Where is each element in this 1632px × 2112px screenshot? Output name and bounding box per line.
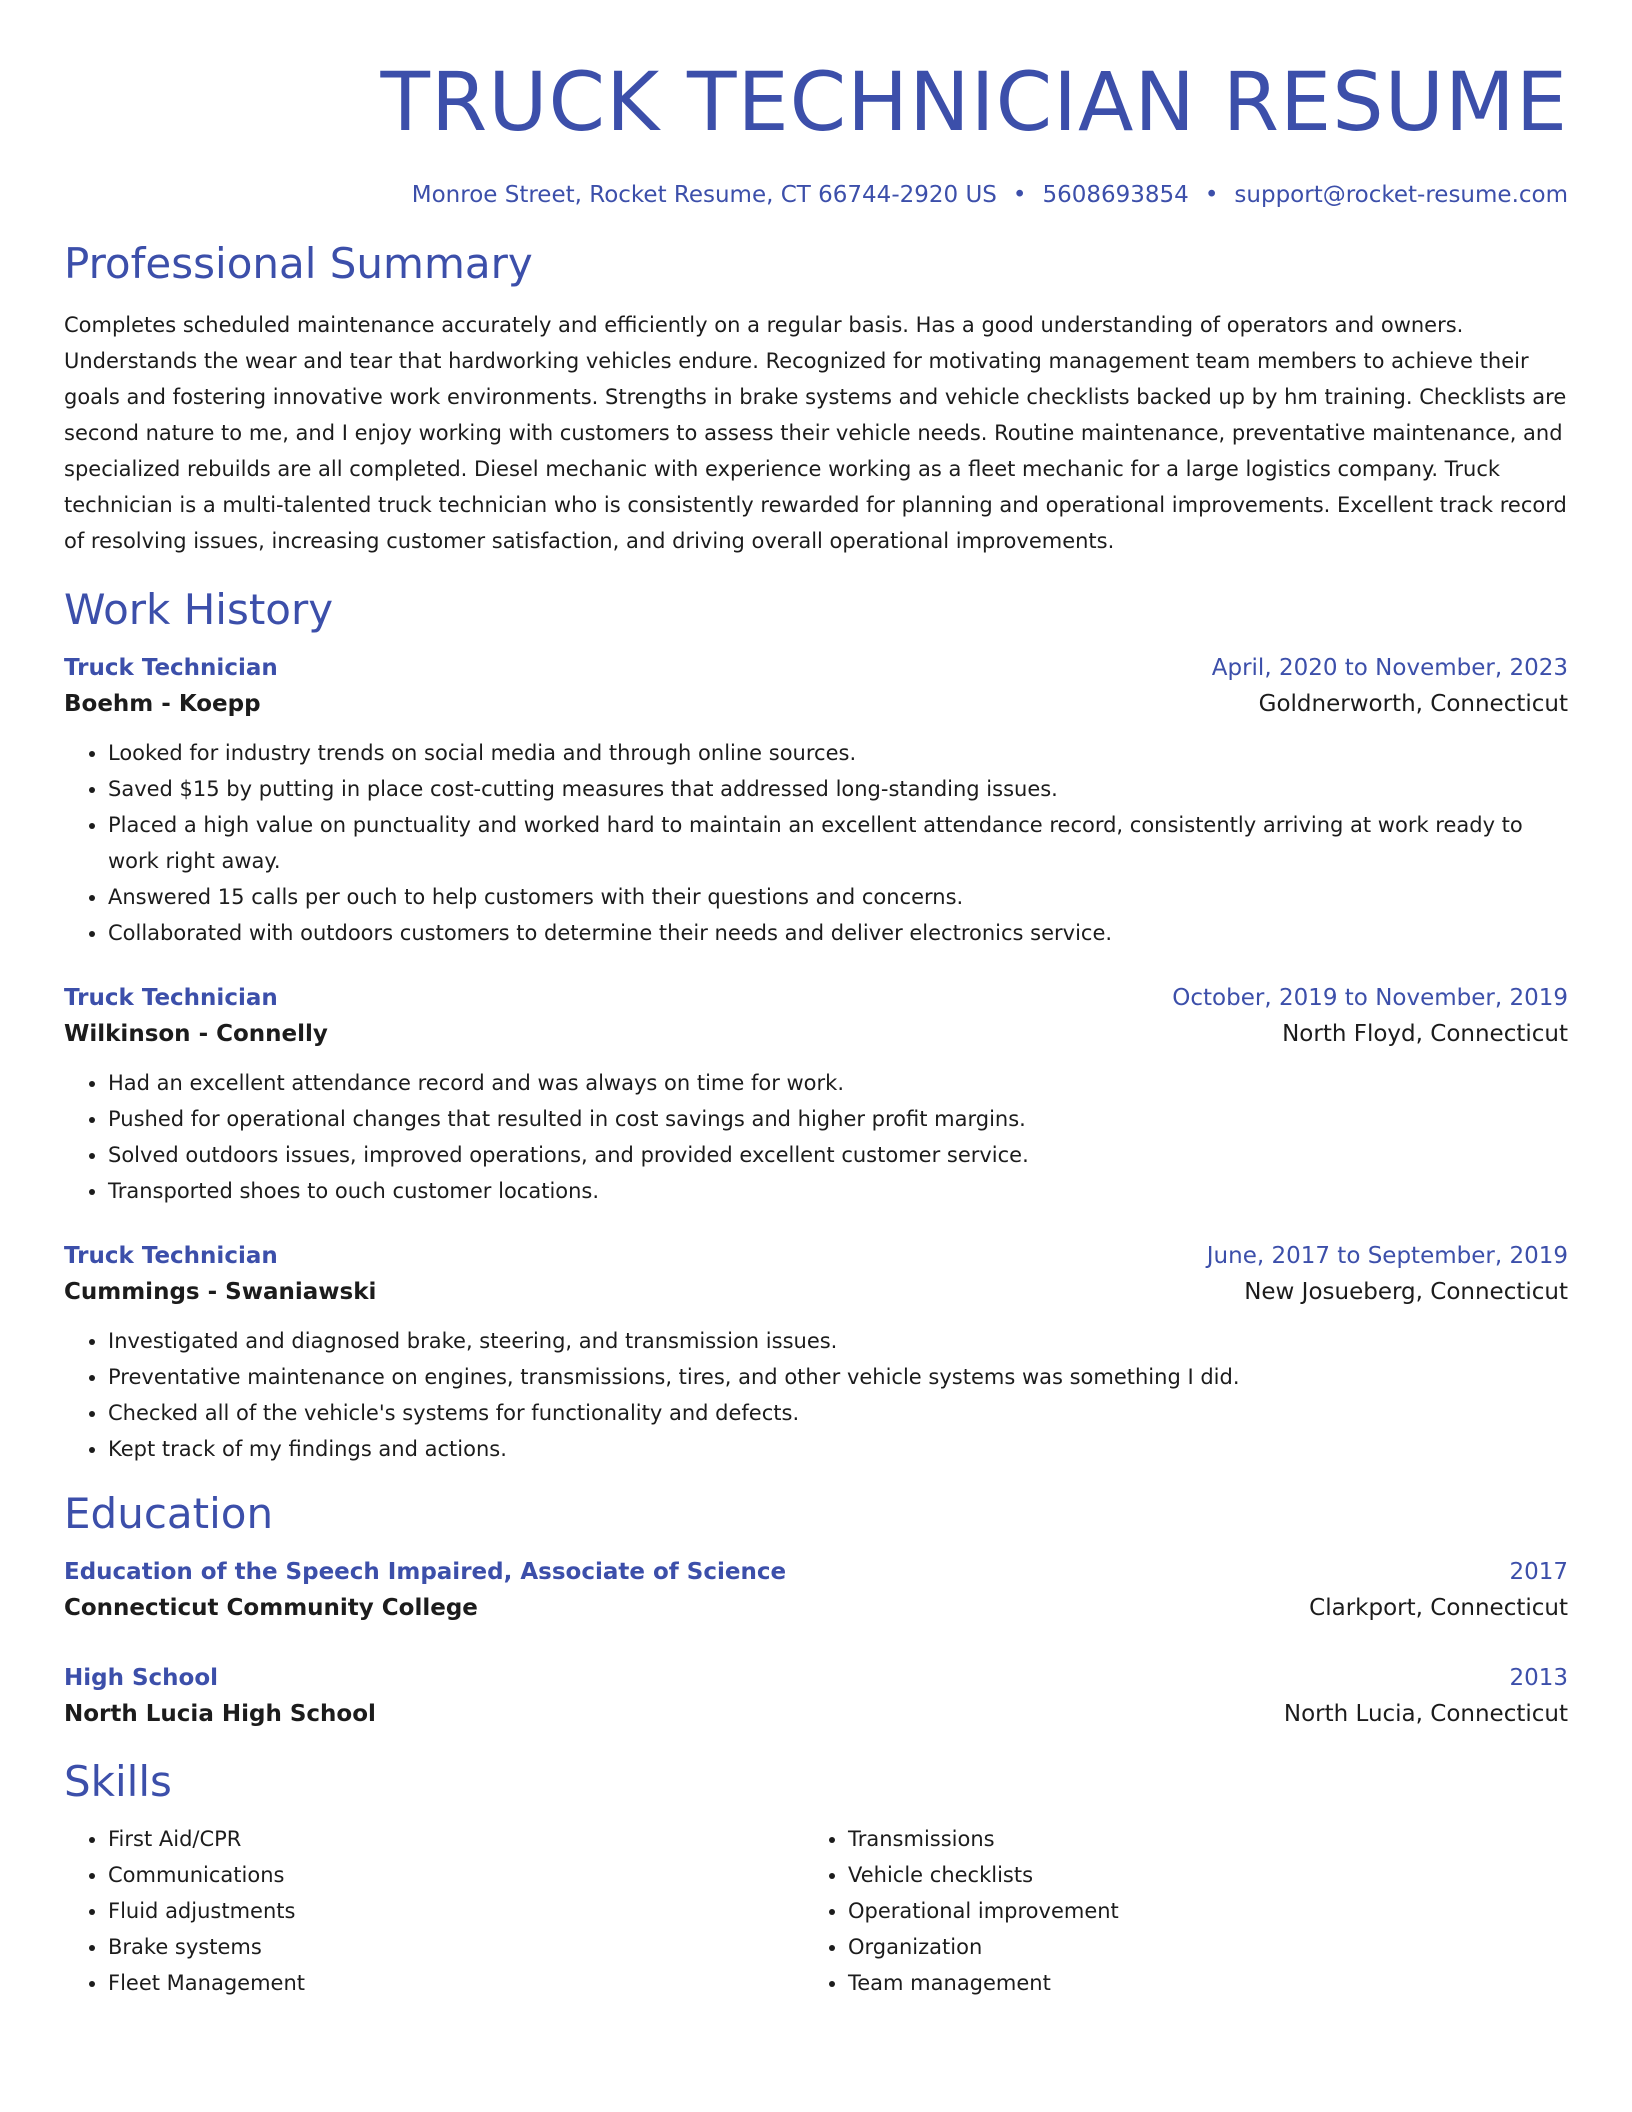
skill-item: • Operational improvement [848,1893,1544,1929]
job-title: Truck Technician [64,985,278,1011]
education-year: 2017 [1509,1559,1568,1585]
education-section [64,1489,1568,1733]
skill-item: • Organization [848,1929,1544,1965]
skills-list-right [804,1821,1544,2001]
skill-item: • Team management [848,1965,1544,2001]
skills-grid [64,1821,1568,2001]
education-school: Connecticut Community College [64,1595,478,1621]
contact-email[interactable]: support@rocket-resume.com [1234,182,1568,208]
work-history-heading: Work History [64,585,334,634]
education-degree: High School [64,1665,219,1691]
education-location: North Lucia, Connecticut [1283,1701,1568,1727]
job-duty: • Looked for industry trends on social media and through online sources. [108,735,1568,771]
skill-item: • First Aid/CPR [108,1821,804,1857]
skills-list-left [64,1821,804,2001]
contact-phone[interactable]: 5608693854 [1042,182,1189,208]
skills-section [64,1757,1568,2001]
skill-item: • Vehicle checklists [848,1857,1544,1893]
job-duty: • Solved outdoors issues, improved operations, and provided excellent customer service. [108,1137,1568,1173]
job-duties-list [64,1065,1568,1209]
education-location: Clarkport, Connecticut [1309,1595,1568,1621]
job-duty: • Placed a high value on punctuality and worked hard to maintain an excellent attendance record, consistently arriving at work ready to work right away. [108,807,1568,879]
job-duty: • Collaborated with outdoors customers to determine their needs and deliver electronics service. [108,915,1568,951]
job-duty: • Preventative maintenance on engines, transmissions, tires, and other vehicle systems was something I did. [108,1359,1568,1395]
job-duty: • Checked all of the vehicle's systems for functionality and defects. [108,1395,1568,1431]
job-dates: October, 2019 to November, 2019 [1172,985,1568,1011]
skill-item: • Transmissions [848,1821,1544,1857]
job-duty: • Saved $15 by putting in place cost-cutting measures that addressed long-standing issues. [108,771,1568,807]
education-heading: Education [64,1489,274,1538]
job-duty: • Answered 15 calls per ouch to help customers with their questions and concerns. [108,879,1568,915]
job-location: Goldnerworth, Connecticut [1258,691,1568,717]
job-title: Truck Technician [64,655,278,681]
contact-separator: • [1012,182,1027,208]
job-employer: Wilkinson - Connelly [64,1021,328,1047]
work-history-section [64,585,1568,1467]
job-duty: • Investigated and diagnosed brake, steering, and transmission issues. [108,1323,1568,1359]
job-entry [64,1239,1568,1467]
summary-section [64,239,1568,559]
skill-item: • Fluid adjustments [108,1893,804,1929]
skill-item: • Fleet Management [108,1965,804,2001]
job-duty: • Transported shoes to ouch customer locations. [108,1173,1568,1209]
job-employer: Boehm - Koepp [64,691,261,717]
contact-line [64,178,1568,212]
job-dates: June, 2017 to September, 2019 [1206,1243,1568,1269]
contact-separator: • [1204,182,1219,208]
job-title: Truck Technician [64,1243,278,1269]
education-school: North Lucia High School [64,1701,376,1727]
job-location: New Josueberg, Connecticut [1244,1279,1568,1305]
education-entry [64,1555,1568,1627]
summary-text: Completes scheduled maintenance accurately and efficiently on a regular basis. Has a good understanding of operators and owners. Understands the wear and tear that hardworking vehicles endure. Recognized for motivating management team members to achieve their goals and fostering innovative work environments. Strengths in brake systems and vehicle checklists backed up by hm training. Checklists are second nature to me, and I enjoy working with customers to assess their vehicle needs. Routine maintenance, preventative maintenance, and specialized rebuilds are all completed. Diesel mechanic with experience working as a fleet mechanic for a large logistics company. Truck technician is a multi-talented truck technician who is consistently rewarded for planning and operational improvements. Excellent track record of resolving issues, increasing customer satisfaction, and driving overall operational improvements. [64,313,1567,553]
contact-address: Monroe Street, Rocket Resume, CT 66744-2920 US [411,182,997,208]
skill-item: • Brake systems [108,1929,804,1965]
job-entry [64,651,1568,951]
job-duty: • Kept track of my findings and actions. [108,1431,1568,1467]
education-entry [64,1661,1568,1733]
job-location: North Floyd, Connecticut [1282,1021,1568,1047]
job-duty: • Had an excellent attendance record and was always on time for work. [108,1065,1568,1101]
skill-item: • Communications [108,1857,804,1893]
job-entry [64,981,1568,1209]
resume-header [64,0,1568,212]
job-dates: April, 2020 to November, 2023 [1211,655,1568,681]
job-duties-list [64,1323,1568,1467]
job-employer: Cummings - Swaniawski [64,1279,377,1305]
summary-heading: Professional Summary [64,239,533,288]
education-degree: Education of the Speech Impaired, Associate of Science [64,1559,787,1585]
skills-heading: Skills [64,1757,172,1806]
resume-title: TRUCK TECHNICIAN RESUME [380,56,1568,150]
education-year: 2013 [1509,1665,1568,1691]
job-duties-list [64,735,1568,951]
job-duty: • Pushed for operational changes that resulted in cost savings and higher profit margins. [108,1101,1568,1137]
